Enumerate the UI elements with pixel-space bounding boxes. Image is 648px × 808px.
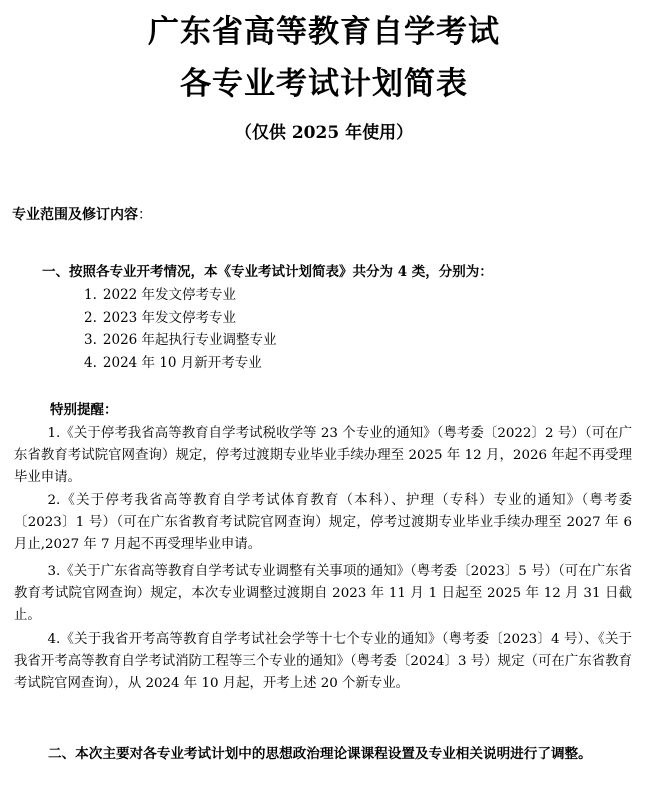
category-item xyxy=(84,284,277,307)
category-text: 2022 年发文停考专业 xyxy=(102,287,237,303)
category-number: 3. xyxy=(84,332,97,348)
category-text: 2026 年起执行专业调整专业 xyxy=(102,332,277,348)
section-heading-text: 专业范围及修订内容 xyxy=(12,207,138,223)
category-item xyxy=(84,352,277,375)
document-title-line-1: 广东省高等教育自学考试 xyxy=(148,14,500,50)
document-title-line-2: 各专业考试计划简表 xyxy=(180,66,468,102)
point-one-intro: 一、按照各专业开考情况，本《专业考试计划简表》共分为 4 类，分别为： xyxy=(42,264,493,280)
category-number: 1. xyxy=(84,287,97,303)
category-list xyxy=(84,284,277,374)
section-heading-colon: ： xyxy=(138,207,152,223)
point-two-paragraph: 二、本次主要对各专业考试计划中的思想政治理论课课程设置及专业相关说明进行了调整。 xyxy=(48,746,592,762)
reminder-item-2: 2.《关于停考我省高等教育自学考试体育教育（本科）、护理（专科）专业的通知》（粤考委〔2023〕1 号）（可在广东省教育考试院官网查询）规定，停考过渡期专业毕业手续办理至 2027 年 6 月止,2027 年 7 月起不再受理毕业申请。 xyxy=(14,493,632,552)
special-reminder-label: 特别提醒： xyxy=(50,402,118,418)
category-text: 2023 年发文停考专业 xyxy=(102,309,237,326)
category-text: 2024 年 10 月新开考专业 xyxy=(102,354,262,371)
category-number: 4. xyxy=(84,354,97,371)
section-heading xyxy=(12,204,152,226)
document-subtitle: （仅供 2025 年使用） xyxy=(234,123,414,143)
reminder-item-4: 4.《关于我省开考高等教育自学考试社会学等十七个专业的通知》（粤考委〔2023〕4 号）、《关于我省开考高等教育自学考试消防工程等三个专业的通知》（粤考委〔2024〕3 号）规定（可在广东省教育考试院官网查询），从 2024 年 10 月起，开考上述 20 个新专业。 xyxy=(14,632,632,691)
category-item xyxy=(84,329,277,352)
category-number: 2. xyxy=(84,309,97,326)
reminder-item-3: 3.《关于广东省高等教育自学考试专业调整有关事项的通知》（粤考委〔2023〕5 号）（可在广东省教育考试院官网查询）规定，本次专业调整过渡期自 2023 年 11 月 1 日起至 2025 年 12 月 31 日截止。 xyxy=(14,564,632,623)
category-item xyxy=(84,307,277,330)
reminder-item-1: 1.《关于停考我省高等教育自学考试税收学等 23 个专业的通知》（粤考委〔2022〕2 号）（可在广东省教育考试院官网查询）规定，停考过渡期专业毕业手续办理至 2025 年 12 月，2026 年起不再受理毕业申请。 xyxy=(14,426,632,485)
